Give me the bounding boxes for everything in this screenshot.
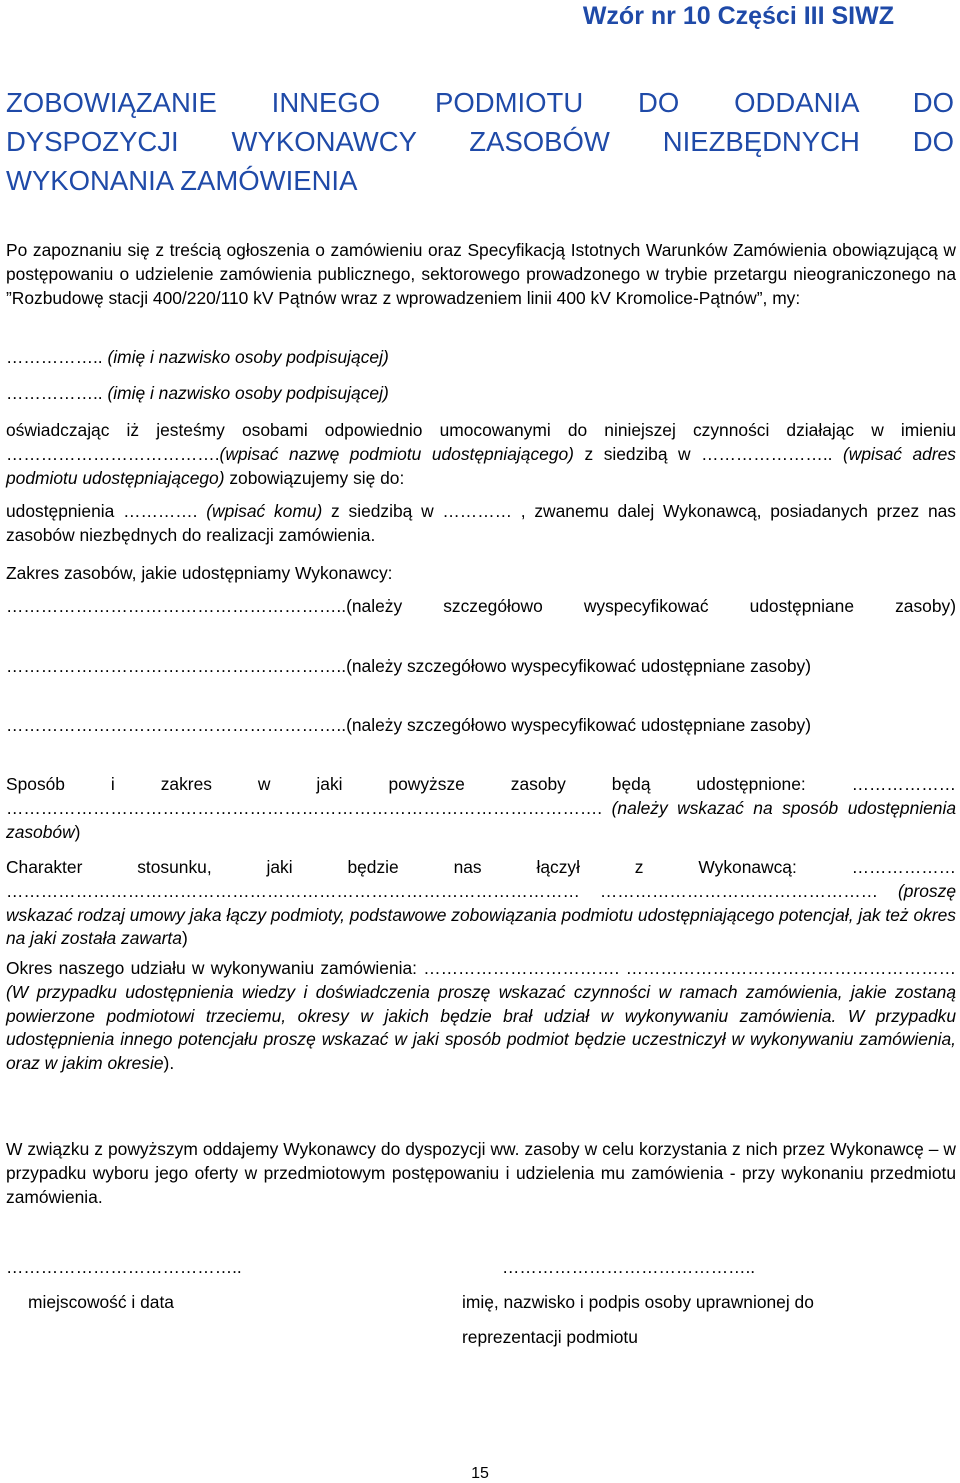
scope-item-3-dots: …………………………………………………..: [6, 715, 347, 735]
scope-item-3-label: (należy szczegółowo wyspecyfikować udostępniane zasoby): [346, 715, 812, 735]
page-number: 15: [471, 1465, 489, 1482]
participation-text: Okres naszego udziału w wykonywaniu zamówienia: ……………………………. …………………………………………………: [6, 958, 956, 978]
method-text: Sposób i zakres w jaki powyższe zasoby będą udostępnione: ……………… ………………………………………………………………………………………….: [6, 774, 956, 818]
scope-item-3-line-1: [6, 714, 956, 738]
signer-1-dots: ……………..: [6, 347, 103, 367]
provision-recipient-hint: (wpisać komu): [197, 501, 323, 521]
signer-1-label: (imię i nazwisko osoby podpisującej): [102, 347, 389, 367]
relationship-close: ): [181, 928, 188, 949]
signer-line-1: [6, 346, 956, 370]
declaration-text-2: z siedzibą w …………………..: [573, 443, 833, 464]
signer-2-label: (imię i nazwisko osoby podpisującej): [102, 383, 389, 403]
method-hint: (należy wskazać na sposób udostępnienia zasobów: [6, 797, 956, 842]
scope-item-2-dots: …………………………………………………..: [6, 656, 347, 676]
participation-hint: (W przypadku udostępnienia wiedzy i doświadczenia proszę wskazać czynności w ramach zamówienia, jakie zostaną powierzone podmiotowi trzeciemu, okresy w jakich będzie brał udział w wykonywaniu zamówienia. W przypadku udostępnienia innego potencjału proszę wskazać w jaki sposób podmiot będzie uczestniczył w wykonywaniu zamówienia, oraz w jakim okresie: [6, 981, 956, 1074]
signer-2-dots: ……………..: [6, 383, 103, 403]
relationship-hint: (proszę wskazać rodzaj umowy jaka łączy podmioty, podstawowe zobowiązania podmiotu udostępniającego potencjał, jak też okres na jaki została zawarta: [6, 880, 956, 949]
declaration-text-3: zobowiązujemy się do:: [224, 467, 405, 488]
relationship-paragraph: [6, 856, 956, 951]
closing-paragraph: W związku z powyższym oddajemy Wykonawcy do dyspozycji ww. zasoby w celu korzystania z nich przez Wykonawcę – w przypadku wyboru jego oferty w przedmiotowym postępowaniu i udzielenia mu zamówienia - przy wykonaniu przedmiotu zamówienia.: [6, 1139, 956, 1207]
participation-close: ).: [163, 1053, 175, 1074]
signer-line-2: [6, 382, 956, 406]
scope-item-1-label: (należy szczegółowo wyspecyfikować udostępniane zasoby): [346, 596, 956, 616]
scope-item-1-dots: …………………………………………………..: [6, 596, 347, 616]
scope-heading: Zakres zasobów, jakie udostępniamy Wykonawcy:: [6, 563, 393, 583]
declaration-entity-hint: (wpisać nazwę podmiotu udostępniającego): [219, 443, 574, 464]
scope-item-1-line-1: [6, 595, 956, 619]
relationship-text: Charakter stosunku, jaki będzie nas łączył z Wykonawcą: ……………… ……………………………………………………………………………………… …………………………………………: [6, 857, 956, 901]
method-paragraph: [6, 773, 956, 844]
form-number: Wzór nr 10 Części III SIWZ: [582, 2, 894, 30]
declaration-text-1: oświadczając iż jesteśmy osobami odpowiednio umocowanymi do niniejszej czynności działając w imieniu ……………………………….: [6, 420, 956, 464]
document-title-line-3: WYKONANIA ZAMÓWIENIA: [6, 165, 358, 196]
scope-item-2-line-1: [6, 655, 956, 679]
signatory-label-line-1: imię, nazwisko i podpis osoby uprawnionej do: [462, 1292, 814, 1312]
place-date-dots: …………………………………..: [6, 1257, 242, 1277]
signatory-label-line-2: reprezentacji podmiotu: [462, 1327, 638, 1347]
place-date-label: miejscowość i data: [28, 1292, 174, 1312]
provision-text-1: udostępnienia ………….: [6, 501, 198, 521]
method-close: ): [74, 821, 81, 842]
document-title-line-1: ZOBOWIĄZANIE INNEGO PODMIOTU DO ODDANIA DO: [6, 87, 954, 118]
declaration-address-hint: (wpisać adres podmiotu udostępniającego): [6, 443, 956, 488]
provision-text-2: z siedzibą w ………… , zwanemu dalej Wykonawcą, posiadanych przez nas zasobów niezbędnych do realizacji zamówienia.: [6, 501, 956, 545]
declaration-paragraph: [6, 419, 956, 490]
document-title-line-2: DYSPOZYCJI WYKONAWCY ZASOBÓW NIEZBĘDNYCH DO: [6, 126, 954, 157]
intro-paragraph: Po zapoznaniu się z treścią ogłoszenia o zamówieniu oraz Specyfikacją Istotnych Warunków Zamówienia obowiązującą w postępowaniu o udzielenie zamówienia publicznego, sektorowego prowadzonego w trybie przetargu nieograniczonego na ”Rozbudowę stacji 400/220/110 kV Pątnów wraz z wprowadzeniem linii 400 kV Kromolice-Pątnów”, my:: [6, 240, 956, 308]
signatory-dots: ……………………………………..: [502, 1257, 756, 1277]
provision-paragraph: [6, 500, 956, 548]
scope-item-2-label: (należy szczegółowo wyspecyfikować udostępniane zasoby): [346, 656, 812, 676]
participation-paragraph: [6, 957, 956, 1076]
